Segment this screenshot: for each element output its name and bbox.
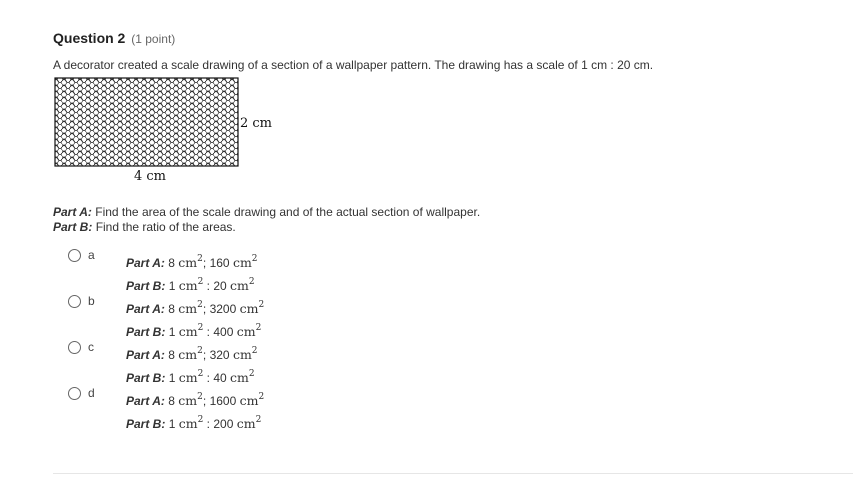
part-b-prompt [53,220,480,235]
unit: $cm^2$ [178,392,203,409]
separator: : [206,325,210,340]
bottom-divider [53,473,853,474]
question-header [53,30,175,46]
question-text: A decorator created a scale drawing of a section of a wallpaper pattern. The drawing has a scale of 1 cm : 20 cm. [53,58,654,72]
separator: ; [202,394,207,409]
value: 1 [168,417,176,432]
answer-option-c[interactable] [68,340,368,384]
unit: $cm^2$ [239,392,265,409]
separator: ; [202,302,207,317]
unit: $cm^2$ [178,346,203,363]
separator: ; [202,256,207,271]
option-c-part-a [126,347,258,362]
value: 8 [168,256,175,271]
unit: $cm^2$ [239,300,265,317]
radio-button-b[interactable] [68,295,81,308]
value: 8 [168,302,175,317]
value: 1 [168,325,176,340]
option-d-part-a [126,393,264,408]
height-label: 2 cm [240,116,273,131]
answer-option-a[interactable] [68,248,368,292]
part-label: Part A: [126,256,165,271]
part-label: Part A: [126,348,165,363]
answer-option-b[interactable] [68,294,368,338]
wallpaper-pattern-rect [54,77,240,169]
value: 200 [213,417,234,432]
part-b-label: Part B: [53,220,93,234]
value: 3200 [209,302,237,317]
question-points: (1 point) [131,32,176,46]
part-label: Part A: [126,302,165,317]
unit: $cm^2$ [178,300,203,317]
value: 1 [168,371,176,386]
unit: $cm^2$ [178,277,204,294]
unit: $cm^2$ [178,415,204,432]
option-a-part-b [126,278,255,293]
unit: $cm^2$ [236,415,262,432]
question-title: Question 2 [53,30,126,46]
part-label: Part B: [126,417,166,432]
part-a-text: Find the area of the scale drawing and of the actual section of wallpaper. [95,205,481,219]
part-a-label: Part A: [53,205,92,219]
option-letter: c [88,340,94,354]
unit: $cm^2$ [230,369,255,386]
option-d-part-b [126,416,261,431]
radio-button-a[interactable] [68,249,81,262]
question-parts [53,205,480,235]
option-c-part-b [126,370,255,385]
value: 1600 [209,394,237,409]
separator: : [206,371,210,386]
scale-drawing-figure [54,77,294,187]
separator: : [206,279,210,294]
part-label: Part B: [126,371,166,386]
option-letter: a [88,248,95,262]
unit: $cm^2$ [236,323,262,340]
part-label: Part B: [126,279,166,294]
value: 400 [213,325,234,340]
unit: $cm^2$ [232,254,258,271]
option-a-part-a [126,255,258,270]
option-b-part-a [126,301,264,316]
answer-option-d[interactable] [68,386,368,430]
value: 1 [168,279,176,294]
option-letter: d [88,386,95,400]
part-b-text: Find the ratio of the areas. [95,220,236,234]
value: 320 [209,348,230,363]
unit: $cm^2$ [178,254,203,271]
value: 8 [168,394,175,409]
width-label: 4 cm [134,169,167,184]
separator: ; [202,348,207,363]
value: 40 [213,371,227,386]
radio-button-d[interactable] [68,387,81,400]
unit: $cm^2$ [230,277,255,294]
part-label: Part B: [126,325,166,340]
unit: $cm^2$ [178,323,204,340]
unit: $cm^2$ [178,369,204,386]
value: 8 [168,348,175,363]
value: 160 [209,256,230,271]
separator: : [206,417,210,432]
option-b-part-b [126,324,261,339]
part-a-prompt [53,205,480,220]
value: 20 [213,279,227,294]
unit: $cm^2$ [232,346,258,363]
option-letter: b [88,294,95,308]
part-label: Part A: [126,394,165,409]
radio-button-c[interactable] [68,341,81,354]
